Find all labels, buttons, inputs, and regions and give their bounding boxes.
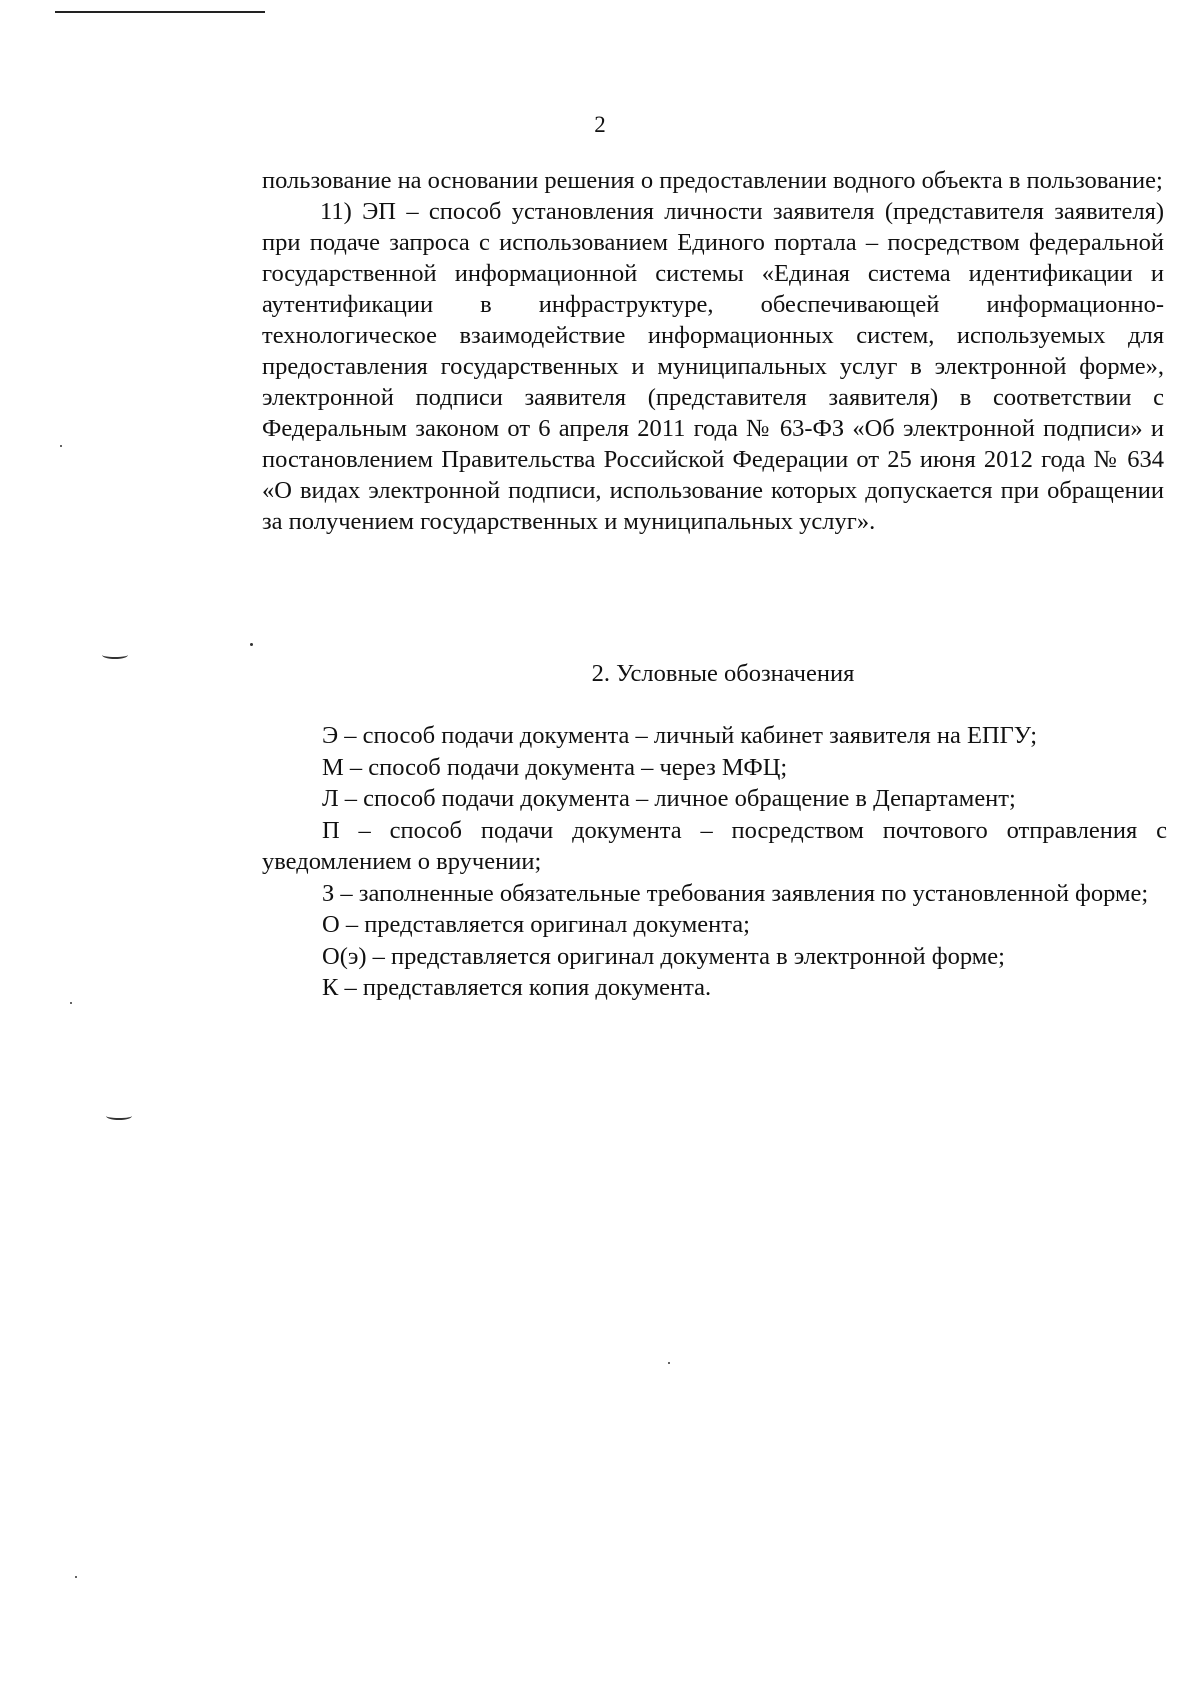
scan-artifact-dot — [70, 1002, 72, 1004]
body-text — [262, 165, 1164, 537]
paragraph-continuation: пользование на основании решения о предоставлении водного объекта в пользование; — [262, 167, 1163, 194]
legend-item: З – заполненные обязательные требования заявления по установленной форме; — [322, 879, 1149, 907]
legend-item: Э – способ подачи документа – личный кабинет заявителя на ЕПГУ; — [322, 722, 1037, 749]
legend-item: К – представляется копия документа. — [322, 974, 712, 1001]
legend-item: П – способ подачи документа – посредством почтового отправления с уведомлением о вручении; — [262, 816, 1167, 875]
legend-item: О(э) – представляется оригинал документа в электронной форме; — [322, 942, 1005, 970]
scan-artifact-dot — [668, 1362, 670, 1364]
scan-artifact-mark — [102, 651, 128, 659]
scan-artifact-dot — [250, 643, 253, 646]
legend-item: О – представляется оригинал документа; — [322, 911, 750, 938]
scan-artifact-dot — [60, 445, 62, 447]
legend-item: М – способ подачи документа – через МФЦ; — [322, 753, 788, 781]
paragraph-definition-11: 11) ЭП – способ установления личности заявителя (представителя заявителя) при подаче запроса с использованием Единого портала – посредством федеральной государственной информационной системы «Единая система идентификации и аутентификации в инфраструктуре, обеспечивающей информационно-технологическое взаимодействие информационных систем, используемых для предоставления государственных и муниципальных услуг в электронной форме», электронной подписи заявителя (представителя заявителя) в соответствии с Федеральным законом от 6 апреля 2011 года № 63-ФЗ «Об электронной подписи» и постановлением Правительства Российской Федерации от 25 июня 2012 года № 634 «О видах электронной подписи, использование которых допускается при обращении за получением государственных и муниципальных услуг». — [262, 198, 1164, 535]
section-title: 2. Условные обозначения — [591, 660, 855, 687]
scan-artifact-dot — [75, 1576, 77, 1578]
scan-artifact-mark — [106, 1112, 132, 1120]
scan-edge-line — [55, 11, 265, 13]
legend-item: Л – способ подачи документа – личное обращение в Департамент; — [322, 785, 1016, 812]
legend-list — [262, 720, 1167, 1004]
page-number: 2 — [594, 112, 606, 137]
